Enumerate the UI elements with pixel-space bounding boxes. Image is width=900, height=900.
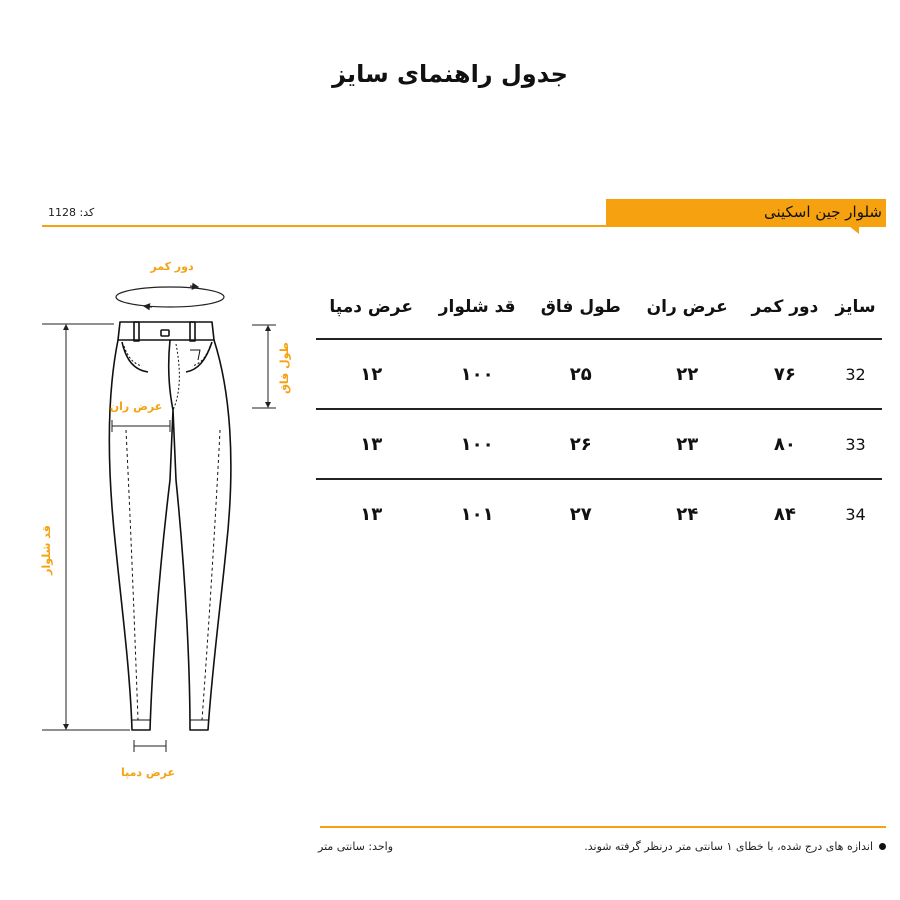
cell-waist: ۸۰ <box>741 409 829 479</box>
cell-length: ۱۰۰ <box>426 339 527 409</box>
cell-size: 32 <box>829 339 882 409</box>
bullet-icon <box>879 843 886 850</box>
footer-rule <box>320 826 886 828</box>
tolerance-note <box>584 840 886 853</box>
hem-label: عرض دمپا <box>120 766 176 779</box>
cell-hem: ۱۳ <box>316 409 426 479</box>
header-size: سایز <box>829 275 882 339</box>
header-rise: طول فاق <box>528 275 634 339</box>
pants-outline <box>109 322 230 730</box>
cell-thigh: ۲۳ <box>634 409 741 479</box>
table-row <box>316 339 882 409</box>
size-table <box>316 275 882 549</box>
cell-rise: ۲۵ <box>528 339 634 409</box>
cell-size: 34 <box>845 505 866 524</box>
rise-label: طول فاق <box>278 342 291 394</box>
product-code: کد: 1128 <box>48 206 95 219</box>
cell-size: 33 <box>829 409 882 479</box>
waist-measure-marker <box>116 286 224 307</box>
cell-length: ۱۰۱ <box>460 504 494 525</box>
thigh-measure-marker <box>112 420 170 432</box>
cell-rise: ۲۶ <box>528 409 634 479</box>
cell-thigh: ۲۴ <box>676 504 699 525</box>
tolerance-note-text: اندازه های درج شده، با خطای ۱ سانتی متر درنظر گرفته شوند. <box>584 840 873 853</box>
banner-notch <box>849 226 859 234</box>
length-measure-marker <box>42 324 130 730</box>
header-waist: دور کمر <box>741 275 829 339</box>
cell-waist: ۸۴ <box>773 504 796 525</box>
table-row <box>316 479 882 549</box>
pants-diagram <box>30 250 300 790</box>
waist-label: دور کمر <box>150 260 194 273</box>
length-label: قد شلوار <box>40 525 53 575</box>
cell-waist: ۷۶ <box>741 339 829 409</box>
table-row <box>316 409 882 479</box>
header-hem: عرض دمپا <box>316 275 426 339</box>
header-thigh: عرض ران <box>634 275 741 339</box>
product-name: شلوار جین اسکینی <box>763 203 882 221</box>
page-title: جدول راهنمای سایز <box>332 60 568 88</box>
cell-thigh: ۲۲ <box>634 339 741 409</box>
cell-length: ۱۰۰ <box>426 409 527 479</box>
unit-note: واحد: سانتی متر <box>318 840 394 853</box>
hem-measure-marker <box>134 740 166 752</box>
cell-hem: ۱۲ <box>316 339 426 409</box>
rise-measure-marker <box>252 325 276 408</box>
table-header-row <box>316 275 882 339</box>
header-length: قد شلوار <box>426 275 527 339</box>
thigh-label: عرض ران <box>109 400 163 413</box>
cell-hem: ۱۳ <box>360 504 383 525</box>
cell-rise: ۲۷ <box>569 504 592 525</box>
